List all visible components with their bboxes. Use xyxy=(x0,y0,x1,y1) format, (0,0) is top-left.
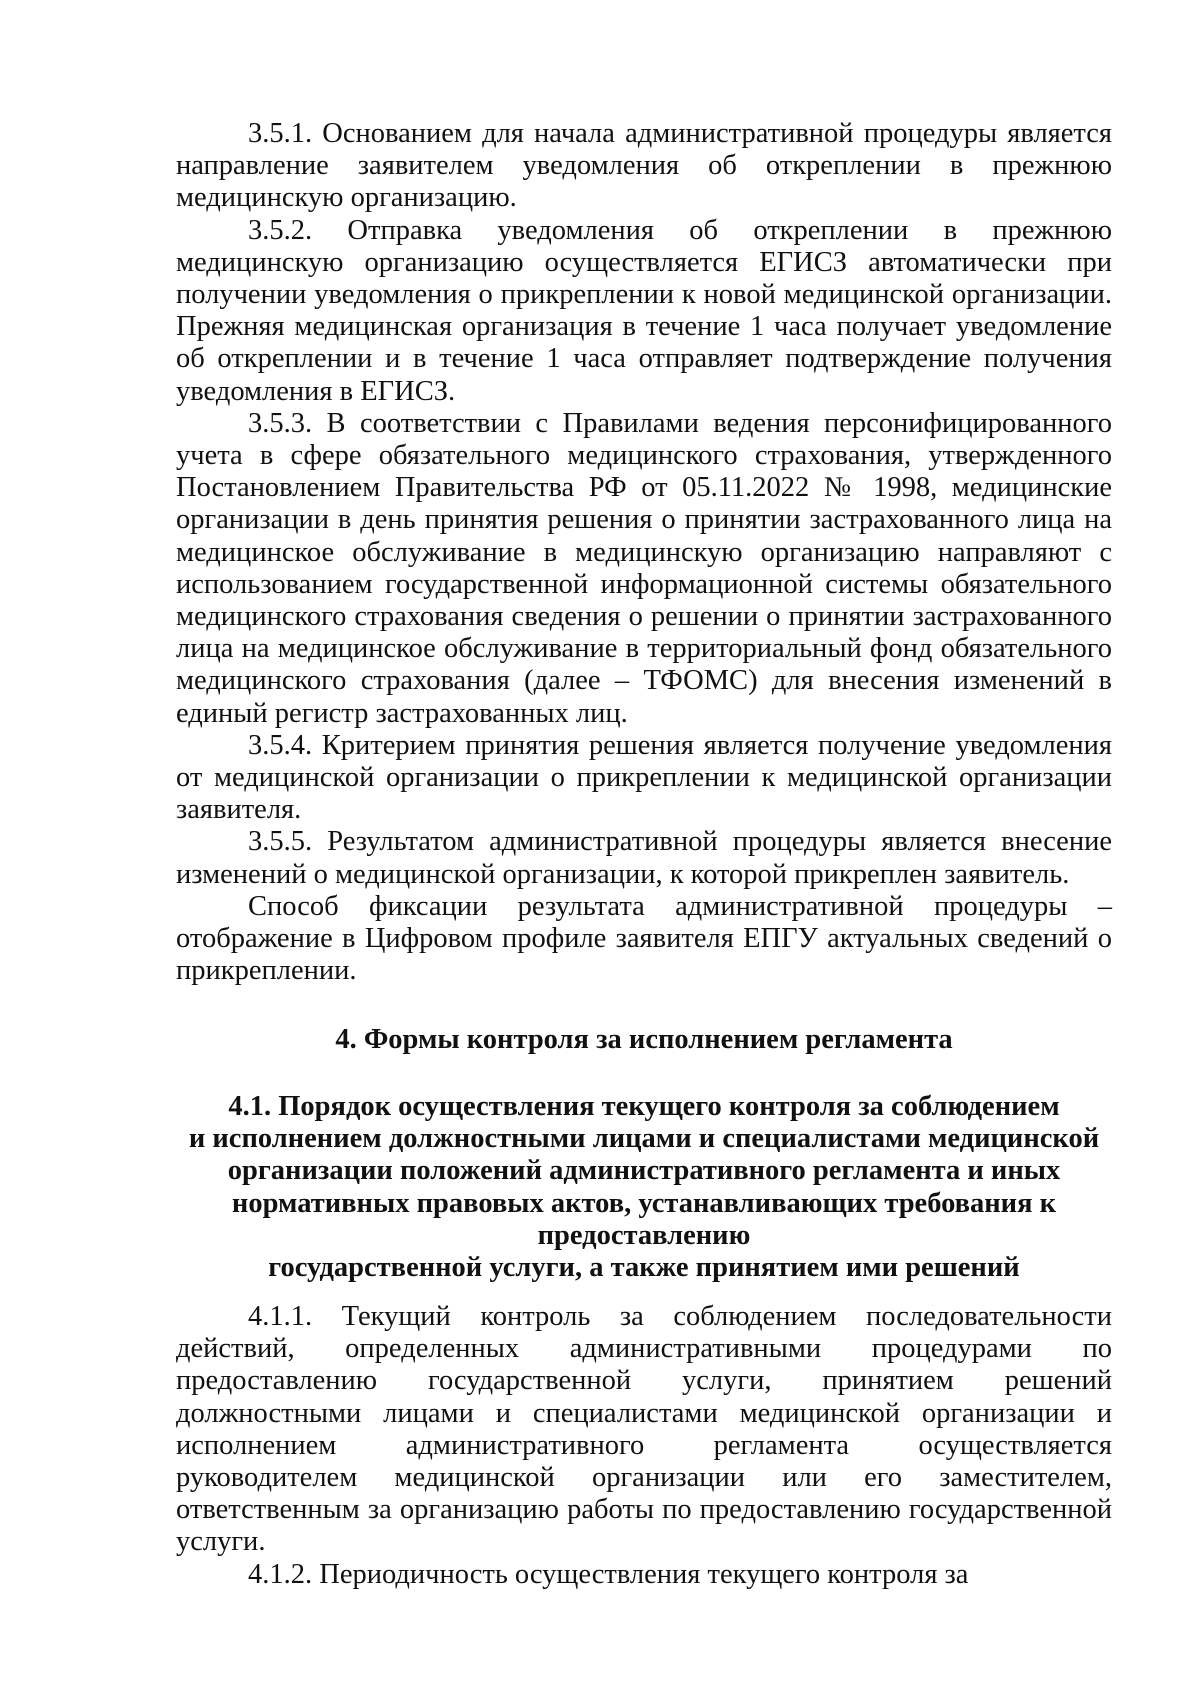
paragraph-3-5-4: 3.5.4. Критерием принятия решения является получение уведомления от медицинской организации о прикреплении к медицинской организации заявителя. xyxy=(176,729,1112,826)
subsection-heading-line: 4.1. Порядок осуществления текущего контроля за соблюдением xyxy=(228,1091,1060,1122)
subsection-heading-line: нормативных правовых актов, устанавливающих требования к xyxy=(231,1187,1057,1219)
paragraph-3-5-5: 3.5.5. Результатом административной процедуры является внесение изменений о медицинской организации, к которой прикреплен заявитель. xyxy=(176,826,1112,890)
body-text-top xyxy=(176,118,1112,987)
paragraph-4-1-1: 4.1.1. Текущий контроль за соблюдением последовательности действий, определенных административными процедурами по предоставлению государственной услуги, принятием решений должностными лицами и специалистами медицинской организации и исполнением административного регламента осуществляется руководителем медицинской организации или его заместителем, ответственным за организацию работы по предоставлению государственной услуги. xyxy=(176,1301,1112,1558)
paragraph-3-5-2: 3.5.2. Отправка уведомления об откреплении в прежнюю медицинскую организацию осуществляется ЕГИСЗ автоматически при получении уведомления о прикреплении к новой медицинской организации. Прежняя медицинская организация в течение 1 часа получает уведомление об откреплении и в течение 1 часа отправляет подтверждение получения уведомления в ЕГИСЗ. xyxy=(176,214,1112,407)
subsection-heading-line: государственной услуги, а также принятием ими решений xyxy=(268,1252,1020,1284)
subsection-heading xyxy=(176,1091,1112,1284)
paragraph-fixation-method: Способ фиксации результата административной процедуры – отображение в Цифровом профиле заявителя ЕПГУ актуальных сведений о прикреплении. xyxy=(176,890,1112,987)
paragraph-4-1-2: 4.1.2. Периодичность осуществления текущего контроля за xyxy=(248,1558,969,1590)
body-text-bottom xyxy=(176,1301,1112,1591)
subsection-heading-line: и исполнением должностными лицами и специалистами медицинской xyxy=(188,1123,1100,1155)
paragraph-3-5-1: 3.5.1. Основанием для начала административной процедуры является направление заявителем уведомления об откреплении в прежнюю медицинскую организацию. xyxy=(176,118,1112,214)
section-heading: 4. Формы контроля за исполнением регламента xyxy=(335,1024,953,1055)
paragraph-3-5-3: 3.5.3. В соответствии с Правилами ведения персонифицированного учета в сфере обязательного медицинского страхования, утвержденного Постановлением Правительства РФ от 05.11.2022 № 1998, медицинские организации в день принятия решения о принятии застрахованного лица на медицинское обслуживание в медицинскую организацию направляют с использованием государственной информационной системы обязательного медицинского страхования сведения о решении о принятии застрахованного лица на медицинское обслуживание в территориальный фонд обязательного медицинского страхования (далее – ТФОМС) для внесения изменений в единый регистр застрахованных лиц. xyxy=(176,407,1112,729)
subsection-heading-line: предоставлению xyxy=(537,1219,751,1251)
subsection-heading-line: организации положений административного регламента и иных xyxy=(227,1155,1061,1187)
